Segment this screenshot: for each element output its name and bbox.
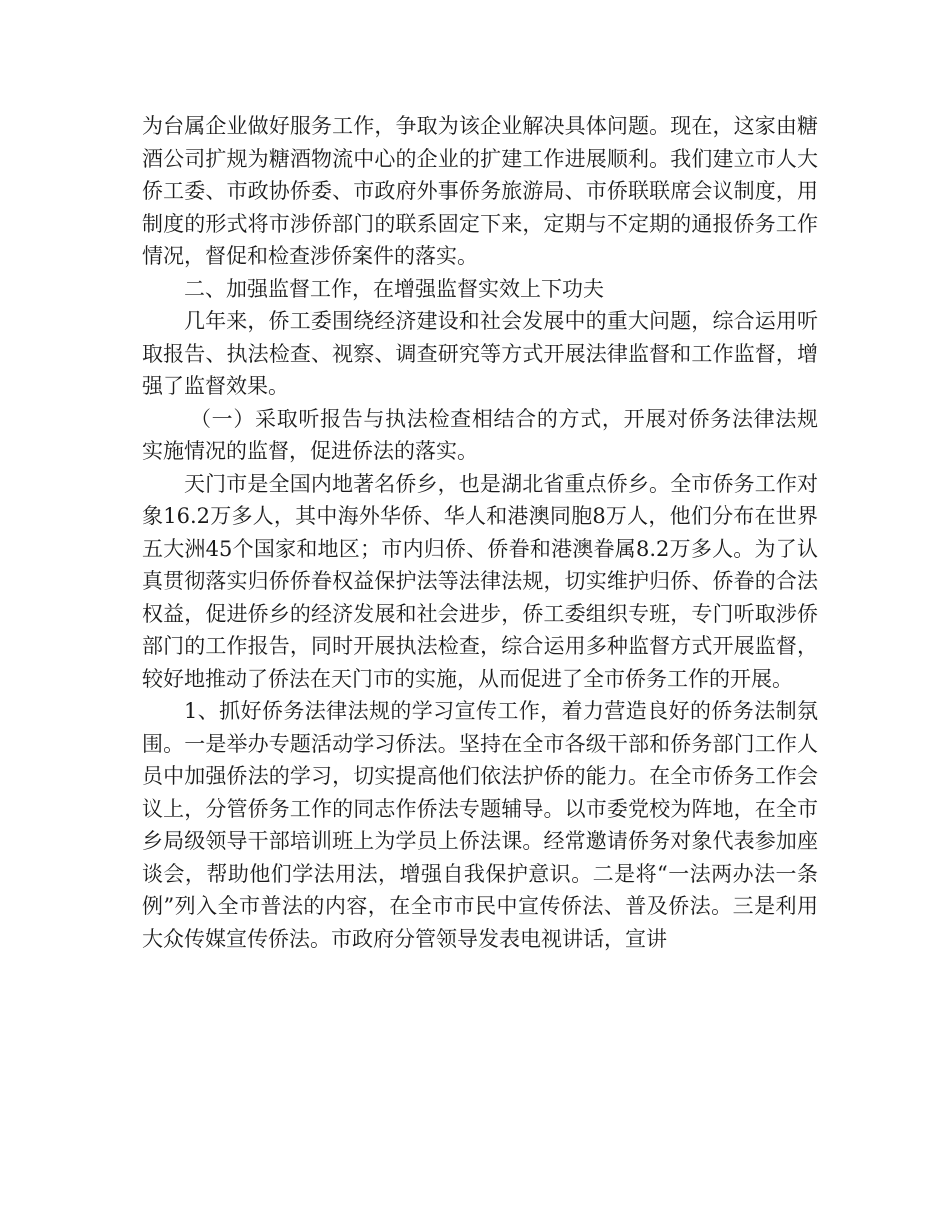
section-heading: 二、加强监督工作，在增强监督实效上下功夫 bbox=[184, 276, 604, 301]
document-page bbox=[142, 110, 818, 955]
subsection-heading: （一）采取听报告与执法检查相结合的方式，开展对侨务法律法规实施情况的监督，促进侨法的落实。 bbox=[142, 406, 818, 463]
paragraph-overview: 几年来，侨工委围绕经济建设和社会发展中的重大问题，综合运用听取报告、执法检查、视察、调查研究等方式开展法律监督和工作监督，增强了监督效果。 bbox=[142, 309, 818, 398]
paragraph-continuation: 为台属企业做好服务工作，争取为该企业解决具体问题。现在，这家由糖酒公司扩规为糖酒物流中心的企业的扩建工作进展顺利。我们建立市人大侨工委、市政协侨委、市政府外事侨务旅游局、市侨联联席会议制度，用制度的形式将市涉侨部门的联系固定下来，定期与不定期的通报侨务工作情况，督促和检查涉侨案件的落实。 bbox=[142, 114, 818, 268]
paragraph-item-1: 1、抓好侨务法律法规的学习宣传工作，着力营造良好的侨务法制氛围。一是举办专题活动学习侨法。坚持在全市各级干部和侨务部门工作人员中加强侨法的学习，切实提高他们依法护侨的能力。在全市侨务工作会议上，分管侨务工作的同志作侨法专题辅导。以市委党校为阵地，在全市乡局级领导干部培训班上为学员上侨法课。经常邀请侨务对象代表参加座谈会，帮助他们学法用法，增强自我保护意识。二是将“一法两办法一条例”列入全市普法的内容，在全市市民中宣传侨法、普及侨法。三是利用大众传媒宣传侨法。市政府分管领导发表电视讲话，宣讲 bbox=[142, 699, 818, 951]
paragraph-tianmen: 天门市是全国内地著名侨乡，也是湖北省重点侨乡。全市侨务工作对象16.2万多人，其中海外华侨、华人和港澳同胞8万人，他们分布在世界五大洲45个国家和地区；市内归侨、侨眷和港澳眷属8.2万多人。为了认真贯彻落实归侨侨眷权益保护法等法律法规，切实维护归侨、侨眷的合法权益，促进侨乡的经济发展和社会进步，侨工委组织专班，专门听取涉侨部门的工作报告，同时开展执法检查，综合运用多种监督方式开展监督，较好地推动了侨法在天门市的实施，从而促进了全市侨务工作的开展。 bbox=[142, 471, 818, 691]
